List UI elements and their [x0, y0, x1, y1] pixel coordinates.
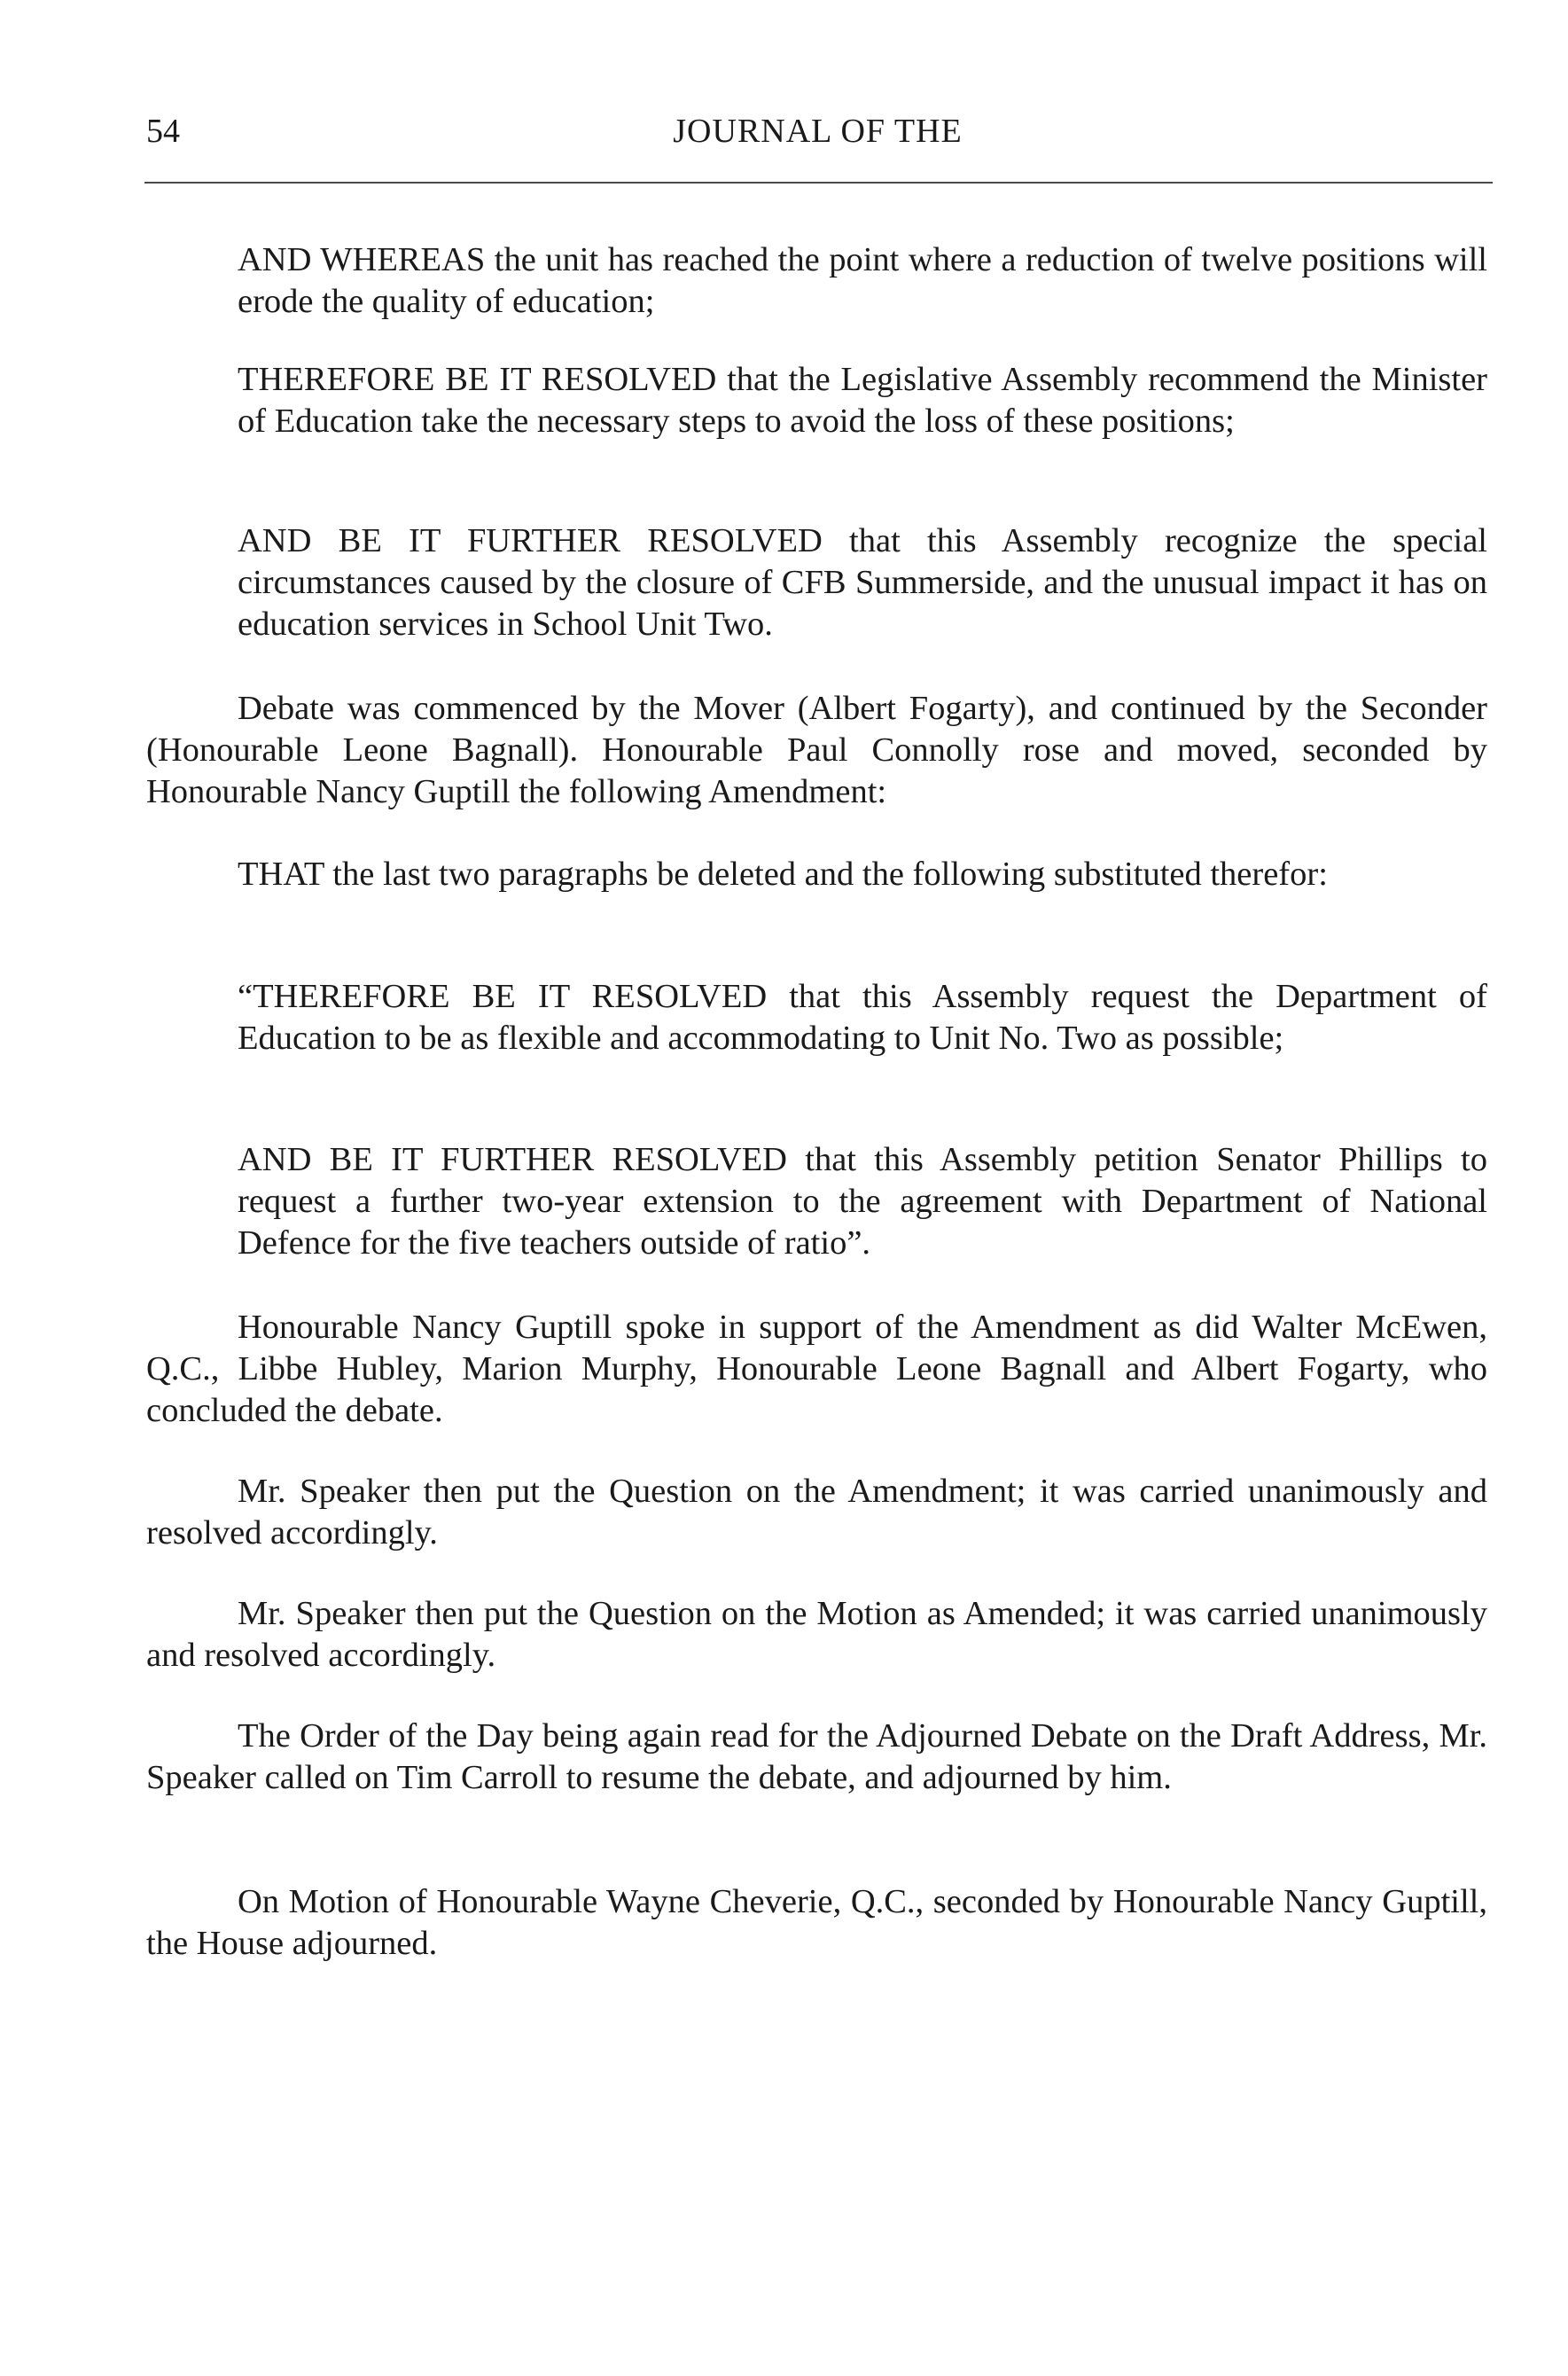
- motion-vote-paragraph: Mr. Speaker then put the Question on the Motion as Amended; it was carried unanimously and resolved accordingly.: [146, 1595, 1487, 1674]
- amendment-paragraph: THAT the last two paragraphs be deleted and the following substituted therefor:: [238, 856, 1328, 893]
- amendment-vote-paragraph: Mr. Speaker then put the Question on the Amendment; it was carried unanimously and resolved accordingly.: [146, 1473, 1487, 1551]
- page-header: [146, 105, 1489, 158]
- order-of-day-paragraph: The Order of the Day being again read for the Adjourned Debate on the Draft Address, Mr. Speaker called on Tim Carroll to resume the debate, and adjourned by him.: [146, 1717, 1487, 1796]
- amendment-further-resolved-paragraph: AND BE IT FURTHER RESOLVED that this Assembly petition Senator Phillips to request a further two-year extension to the agreement with Department of National Defence for the five teachers outside of ratio”.: [238, 1141, 1487, 1262]
- support-paragraph: Honourable Nancy Guptill spoke in support of the Amendment as did Walter McEwen, Q.C., Libbe Hubley, Marion Murphy, Honourable Leone Bagnall and Albert Fogarty, who concluded the debate.: [146, 1309, 1487, 1429]
- adjournment-paragraph: On Motion of Honourable Wayne Cheverie, Q.C., seconded by Honourable Nancy Guptill, the House adjourned.: [146, 1883, 1487, 1962]
- page-number: 54: [146, 113, 180, 150]
- further-resolved-paragraph: AND BE IT FURTHER RESOLVED that this Assembly recognize the special circumstances caused by the closure of CFB Summerside, and the unusual impact it has on education services in School Unit Two.: [238, 522, 1487, 643]
- whereas-paragraph: AND WHEREAS the unit has reached the point where a reduction of twelve positions will erode the quality of education;: [238, 241, 1487, 320]
- debate-paragraph: Debate was commenced by the Mover (Albert Fogarty), and continued by the Seconder (Honourable Leone Bagnall). Honourable Paul Connolly rose and moved, seconded by Honourable Nancy Guptill the following Amendment:: [146, 690, 1487, 810]
- amendment-resolved-paragraph: “THEREFORE BE IT RESOLVED that this Assembly request the Department of Education to be as flexible and accommodating to Unit No. Two as possible;: [238, 978, 1487, 1057]
- resolved-paragraph: THEREFORE BE IT RESOLVED that the Legislative Assembly recommend the Minister of Education take the necessary steps to avoid the loss of these positions;: [238, 361, 1487, 440]
- header-rule: [144, 182, 1493, 184]
- running-head: JOURNAL OF THE: [673, 113, 963, 150]
